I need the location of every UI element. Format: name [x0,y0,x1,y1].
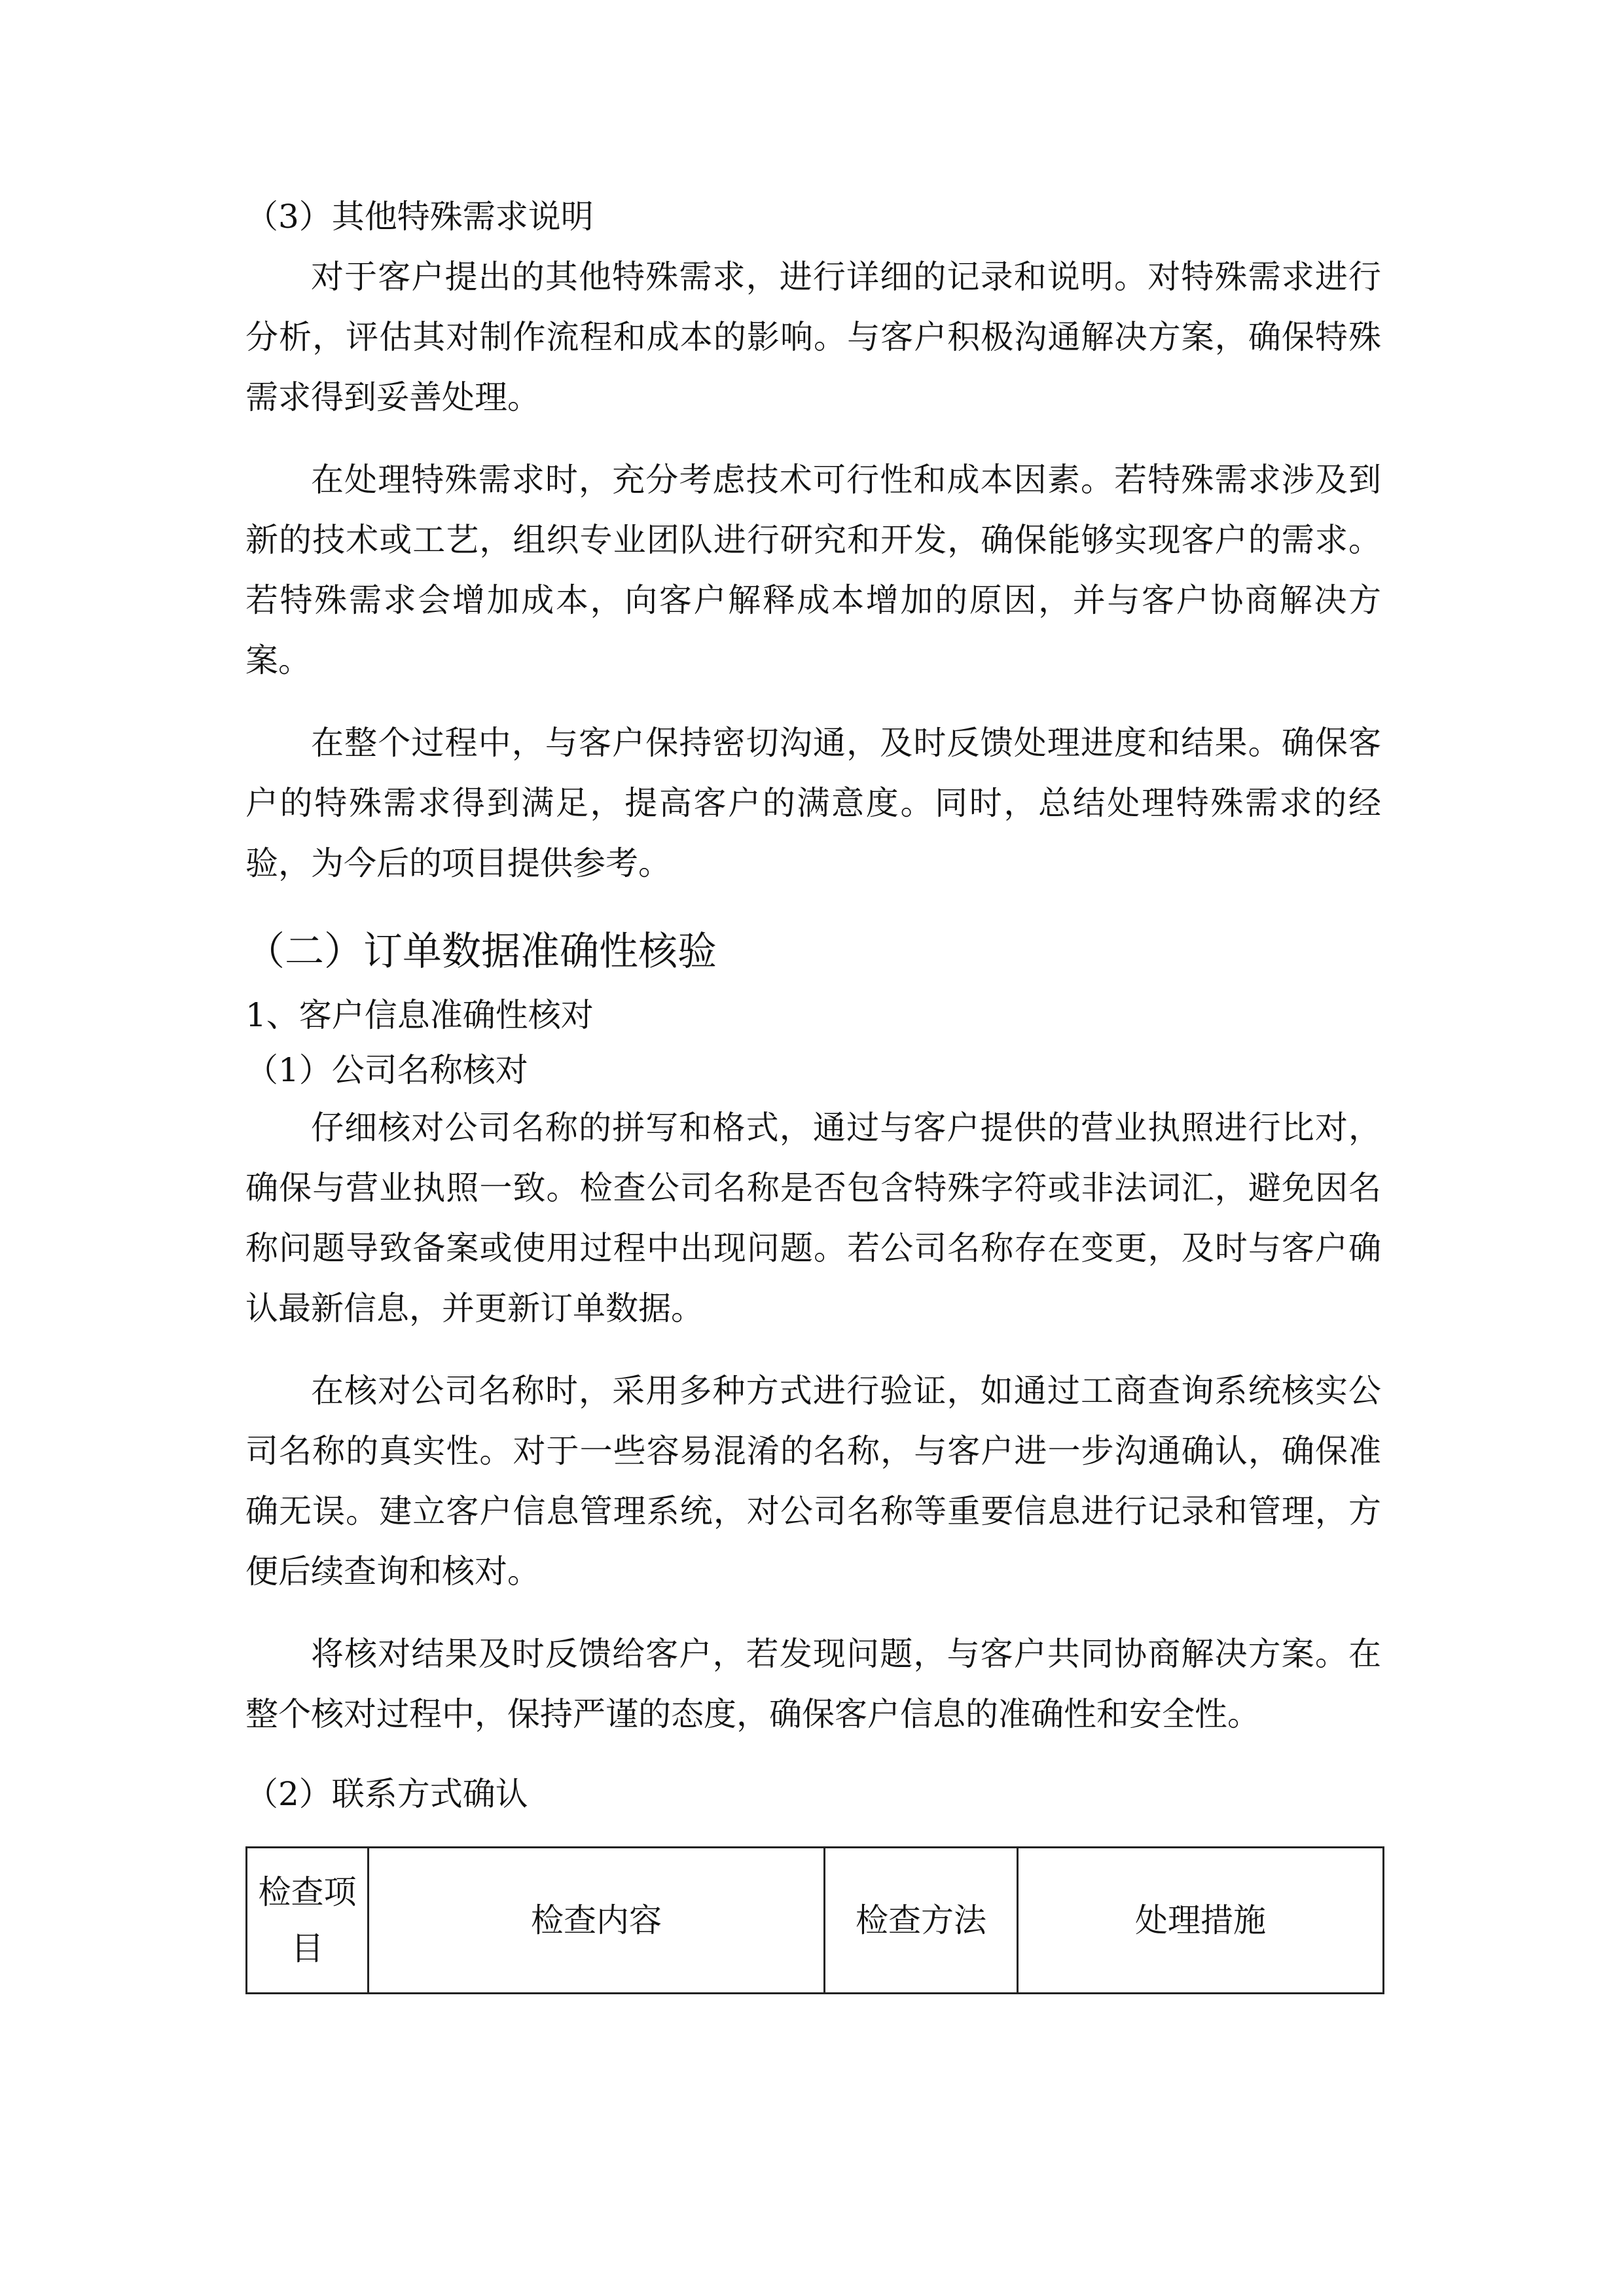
paragraph-line: 便后续查询和核对。 [245,1552,540,1590]
contact-check-table-wrapper [245,1846,1381,1994]
paragraph-line: 对于客户提出的其他特殊需求，进行详细的记录和说明。对特殊需求进行 [311,258,1381,296]
paragraph-line: 户的特殊需求得到满足，提高客户的满意度。同时，总结处理特殊需求的经 [245,784,1381,822]
paragraph [245,1624,1381,1744]
section-2-title: （二）订单数据准确性核验 [245,929,717,975]
item-2-heading: （2）联系方式确认 [245,1775,528,1813]
table-header-cell: 检查方法 [825,1848,1018,1994]
document-page [245,187,1381,1994]
paragraph-line: 认最新信息，并更新订单数据。 [245,1289,704,1327]
paragraph-line: 分析，评估其对制作流程和成本的影响。与客户积极沟通解决方案，确保特殊 [245,318,1381,356]
paragraph-line: 司名称的真实性。对于一些容易混淆的名称，与客户进一步沟通确认，确保准 [245,1432,1381,1470]
paragraph-line: 验，为今后的项目提供参考。 [245,844,671,882]
paragraph-line: 新的技术或工艺，组织专业团队进行研究和开发，确保能够实现客户的需求。 [245,521,1381,559]
paragraph [245,1098,1381,1338]
item-1-heading: （1）公司名称核对 [245,1051,528,1089]
table-header-cell: 检查内容 [369,1848,825,1994]
paragraph [245,1361,1381,1602]
subsection-1-title: 1、客户信息准确性核对 [245,996,594,1034]
paragraph-line: 在处理特殊需求时，充分考虑技术可行性和成本因素。若特殊需求涉及到 [311,461,1381,499]
paragraph-line: 确保与营业执照一致。检查公司名称是否包含特殊字符或非法词汇，避免因名 [245,1169,1381,1207]
paragraph-line: 确无误。建立客户信息管理系统，对公司名称等重要信息进行记录和管理，方 [245,1492,1381,1530]
section-3-heading: （3）其他特殊需求说明 [245,198,594,236]
table-header-row [247,1848,1384,1994]
paragraph [245,247,1381,427]
paragraph-line: 称问题导致备案或使用过程中出现问题。若公司名称存在变更，及时与客户确 [245,1229,1381,1267]
paragraph-line: 案。 [245,641,311,679]
paragraph-line: 在核对公司名称时，采用多种方式进行验证，如通过工商查询系统核实公 [311,1372,1381,1410]
paragraph-line: 若特殊需求会增加成本，向客户解释成本增加的原因，并与客户协商解决方 [245,581,1381,619]
paragraph [245,450,1381,691]
paragraph-line: 将核对结果及时反馈给客户，若发现问题，与客户共同协商解决方案。在 [311,1635,1381,1673]
paragraph [245,713,1381,893]
contact-check-table [245,1846,1384,1994]
paragraph-line: 需求得到妥善处理。 [245,378,540,416]
table-header-cell: 检查项目 [247,1848,369,1994]
table-header-cell: 处理措施 [1018,1848,1384,1994]
paragraph-line: 整个核对过程中，保持严谨的态度，确保客户信息的准确性和安全性。 [245,1695,1260,1733]
paragraph-line: 在整个过程中，与客户保持密切沟通，及时反馈处理进度和结果。确保客 [311,724,1381,762]
paragraph-line: 仔细核对公司名称的拼写和格式，通过与客户提供的营业执照进行比对， [311,1109,1381,1147]
